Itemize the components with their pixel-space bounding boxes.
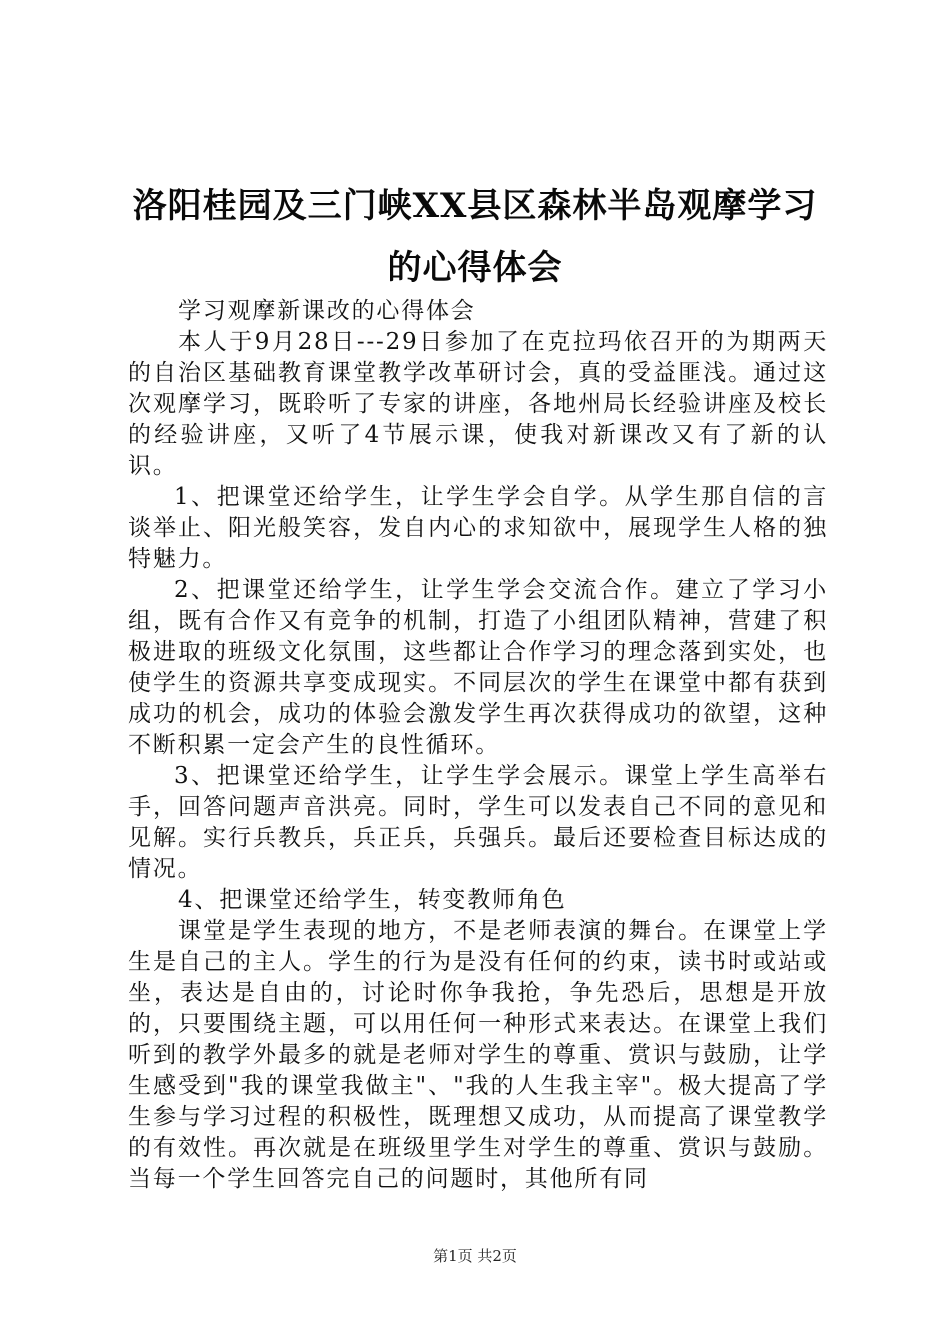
document-title-line-2: 的心得体会 xyxy=(387,248,563,288)
document-subtitle: 学习观摩新课改的心得体会 xyxy=(178,298,476,324)
paragraph-point-3: 3、把课堂还给学生，让学生学会展示。课堂上学生高举右手，回答问题声音洪亮。同时，学生可以发表自己不同的意见和见解。实行兵教兵，兵正兵，兵强兵。最后还要检查目标达成的情况。 xyxy=(128,763,828,882)
paragraph-intro: 本人于9月28日---29日参加了在克拉玛依召开的为期两天的自治区基础教育课堂教学改革研讨会，真的受益匪浅。通过这次观摩学习，既聆听了专家的讲座，各地州局长经验讲座及校长的经验讲座，又听了4节展示课，使我对新课改又有了新的认识。 xyxy=(128,329,828,479)
document-body xyxy=(128,296,828,1195)
paragraph-point-1: 1、把课堂还给学生，让学生学会自学。从学生那自信的言谈举止、阳光般笑容，发自内心的求知欲中，展现学生人格的独特魅力。 xyxy=(128,484,828,572)
document-title-line-1: 洛阳桂园及三门峡XX县区森林半岛观摩学习 xyxy=(132,186,818,226)
paragraph-point-4-heading: 4、把课堂还给学生，转变教师角色 xyxy=(178,887,567,913)
page-footer: 第1页 共2页 xyxy=(433,1247,517,1265)
paragraph-point-4-body: 课堂是学生表现的地方，不是老师表演的舞台。在课堂上学生是自己的主人。学生的行为是没有任何的约束，读书时或站或坐，表达是自由的，讨论时你争我抢，争先恐后，思想是开放的，只要围绕主题，可以用任何一种形式来表达。在课堂上我们听到的教学外最多的就是老师对学生的尊重、赏识与鼓励，让学生感受到"我的课堂我做主"、"我的人生我主宰"。极大提高了学生参与学习过程的积极性，既理想又成功，从而提高了课堂教学的有效性。再次就是在班级里学生对学生的尊重、赏识与鼓励。当每一个学生回答完自己的问题时，其他所有同 xyxy=(128,918,828,1192)
paragraph-point-2: 2、把课堂还给学生，让学生学会交流合作。建立了学习小组，既有合作又有竞争的机制，打造了小组团队精神，营建了积极进取的班级文化氛围，这些都让合作学习的理念落到实处，也使学生的资源共享变成现实。不同层次的学生在课堂中都有获到成功的机会，成功的体验会激发学生再次获得成功的欲望，这种不断积累一定会产生的良性循环。 xyxy=(128,577,828,758)
